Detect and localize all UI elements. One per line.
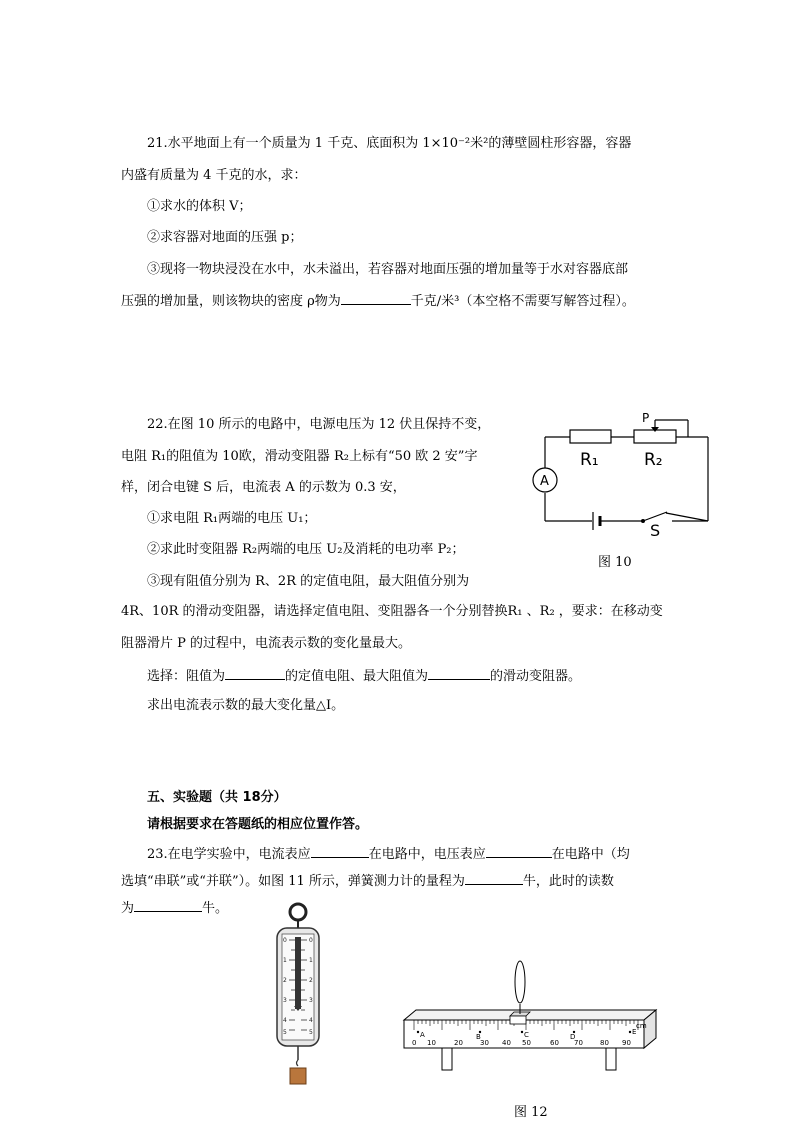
ruler-figure [396, 958, 662, 1076]
letter-b: B [476, 1033, 481, 1041]
q22-line-9 [147, 667, 581, 685]
q22-line-5: ②求此时变阻器 R₂两端的电压 U₂及消耗的电功率 P₂； [147, 542, 465, 557]
section-5-heading: 五、实验题（共 18分） [147, 790, 287, 805]
q23-ammeter-blank[interactable] [311, 845, 369, 858]
hanging-weight [290, 1068, 306, 1084]
balance-ring [290, 904, 306, 920]
point-e [629, 1031, 631, 1033]
q21-line-5: ③现将一物块浸没在水中，水未溢出，若容器对地面压强的增加量等于水对容器底部 [147, 262, 629, 277]
q21-line-6-text-a: 压强的增加量，则该物块的密度 ρ物为 [121, 294, 341, 309]
q22-rheostat-blank[interactable] [428, 667, 490, 680]
circuit-diagram [524, 408, 724, 543]
scale-left-2: 2 [283, 977, 287, 984]
q23-reading-blank[interactable] [134, 899, 202, 912]
q21-line-2: 内盛有质量为 4 千克的水，求： [121, 168, 307, 183]
slider-block [510, 1016, 526, 1024]
scale-right-4: 4 [309, 1017, 313, 1024]
q22-line-7: 4R、10R 的滑动变阻器，请选择定值电阻、变阻器各一个分别替换R₁ 、R₂ ，要求：在移动变 [121, 604, 663, 619]
letter-e: E [632, 1028, 637, 1036]
q22-line-10: 求出电流表示数的最大变化量△I。 [147, 698, 345, 713]
scale-right-3: 3 [309, 997, 313, 1004]
q23-voltmeter-blank[interactable] [486, 845, 552, 858]
ruler-num-70: 70 [574, 1039, 583, 1047]
lens [515, 961, 525, 1003]
scale-left-5: 5 [283, 1029, 287, 1036]
label-r2: R₂ [644, 450, 663, 470]
figure-10-caption: 图 10 [598, 555, 632, 570]
q21-line-4: ②求容器对地面的压强 p； [147, 230, 303, 245]
q22-line-8: 阻器滑片 P 的过程中，电流表示数的变化量最大。 [121, 636, 412, 651]
q23-text-b: 在电路中，电压表应 [368, 847, 486, 862]
ruler-left-foot [442, 1048, 452, 1070]
q21-line-6 [121, 292, 635, 310]
label-a: A [540, 474, 549, 489]
letter-d: D [570, 1033, 576, 1041]
ruler-num-20: 20 [454, 1039, 463, 1047]
label-r1: R₁ [580, 450, 599, 470]
scale-left-4: 4 [283, 1017, 287, 1024]
point-a [417, 1031, 419, 1033]
q23-text-d: 选填“串联”或“并联”）。如图 11 所示，弹簧测力计的量程为 [121, 874, 465, 889]
scale-right-0: 0 [309, 937, 313, 944]
scale-right-1: 1 [309, 957, 313, 964]
q22-select-text-b: 的定值电阻、最大阻值为 [285, 669, 429, 684]
ruler-num-50: 50 [522, 1039, 531, 1047]
q21-line-1: 21.水平地面上有一个质量为 1 千克、底面积为 1×10⁻²米²的薄壁圆柱形容器，容器 [147, 136, 632, 151]
figure-12-caption: 图 12 [514, 1105, 548, 1120]
ruler-num-10: 10 [427, 1039, 436, 1047]
q21-answer-blank[interactable] [341, 292, 411, 305]
q22-line-4: ①求电阻 R₁两端的电压 U₁； [147, 511, 317, 526]
q23-text-e: 牛，此时的读数 [522, 874, 614, 889]
q23-text-c: 在电路中（均 [551, 847, 630, 862]
q23-line-2 [121, 872, 614, 890]
q22-line-1: 22.在图 10 所示的电路中，电源电压为 12 伏且保持不变， [147, 417, 491, 432]
q21-line-6-text-b: 千克/米³（本空格不需要写解答过程）。 [410, 294, 635, 309]
ruler-num-90: 90 [622, 1039, 631, 1047]
ruler-num-60: 60 [550, 1039, 559, 1047]
q22-select-text-c: 的滑动变阻器。 [490, 669, 582, 684]
switch-lever [643, 512, 667, 521]
q23-text-f: 为 [121, 901, 135, 916]
section-5-instruction: 请根据要求在答题纸的相应位置作答。 [147, 817, 369, 832]
q23-line-3 [121, 899, 228, 917]
ruler-unit: cm [636, 1022, 647, 1030]
q23-range-blank[interactable] [465, 872, 523, 885]
scale-left-1: 1 [283, 957, 287, 964]
scale-right-5: 5 [309, 1029, 313, 1036]
label-s: S [650, 521, 661, 540]
q22-line-6: ③现有阻值分别为 R、2R 的定值电阻，最大阻值分别为 [147, 574, 470, 589]
q22-select-text-a: 选择：阻值为 [147, 669, 226, 684]
q21-line-3: ①求水的体积 V； [147, 199, 252, 214]
resistor-r1 [570, 430, 611, 443]
q23-text-g: 牛。 [202, 901, 229, 916]
letter-c: C [524, 1031, 529, 1039]
q22-resistor-blank[interactable] [225, 667, 285, 680]
scale-left-0: 0 [283, 937, 287, 944]
balance-spring [295, 937, 301, 1009]
ruler-num-0: 0 [412, 1039, 417, 1047]
point-c [521, 1031, 523, 1033]
q23-line-1 [147, 845, 630, 863]
ruler-num-30: 30 [480, 1039, 489, 1047]
ruler-num-80: 80 [600, 1039, 609, 1047]
label-p: P [642, 411, 650, 425]
scale-left-3: 3 [283, 997, 287, 1004]
ruler-right-foot [606, 1048, 616, 1070]
letter-a: A [420, 1031, 425, 1039]
scale-right-2: 2 [309, 977, 313, 984]
ruler-num-40: 40 [502, 1039, 511, 1047]
q22-line-2: 电阻 R₁的阻值为 10欧，滑动变阻器 R₂上标有“50 欧 2 安”字 [121, 449, 478, 464]
spring-balance-figure [268, 902, 328, 1087]
ruler-top-face [404, 1010, 656, 1020]
q22-line-3: 样，闭合电键 S 后，电流表 A 的示数为 0.3 安， [121, 480, 406, 495]
q23-text-a: 23.在电学实验中，电流表应 [147, 847, 311, 862]
